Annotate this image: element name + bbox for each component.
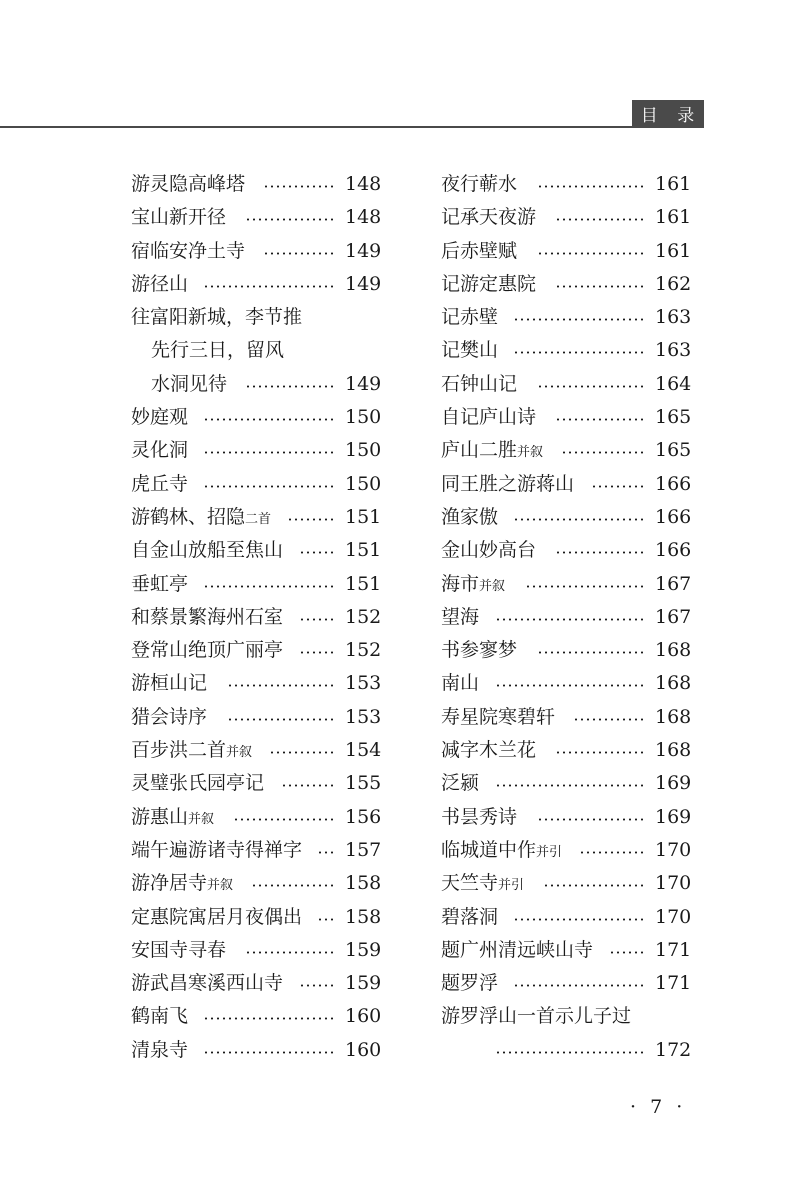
- toc-page-number: 157: [345, 838, 382, 861]
- toc-entry-text: 同王胜之游蒋山: [441, 472, 575, 495]
- toc-entry-text: 庐山二胜: [441, 439, 518, 462]
- toc-entry-title: [441, 434, 543, 469]
- toc-entry-text: 猎会诗序: [131, 705, 208, 728]
- toc-leader-dots: [537, 185, 645, 188]
- toc-entry-line: [131, 701, 381, 734]
- toc-leader-dots: [203, 585, 335, 588]
- toc-leader-dots: [227, 718, 335, 721]
- toc-entry-title: [151, 368, 227, 401]
- toc-page-number: 151: [345, 539, 382, 562]
- toc-entry-title: [441, 201, 536, 234]
- toc-entry-text: 和蔡景繁海州石室: [131, 605, 284, 628]
- toc-entry-title: [441, 1000, 631, 1033]
- toc-leader-dots: [513, 318, 645, 321]
- toc-entry-line: [441, 767, 691, 800]
- toc-entry-text: 书昙秀诗: [441, 805, 518, 828]
- toc-entry-text: 记游定惠院: [441, 272, 537, 295]
- toc-page-number: 158: [345, 905, 382, 928]
- toc-entry-title: [131, 501, 271, 536]
- toc-page-number: 169: [655, 805, 692, 828]
- toc-entry-line: [131, 501, 381, 534]
- toc-page-number: 159: [345, 972, 382, 995]
- toc-page-number: 148: [345, 206, 382, 229]
- toc-entry-title: [441, 834, 562, 869]
- toc-page-number: 162: [655, 272, 692, 295]
- toc-entry-line: [441, 967, 691, 1000]
- toc-page-number: 161: [655, 173, 692, 195]
- toc-entry-text: 游武昌寒溪西山寺: [131, 972, 284, 995]
- toc-entry-text: 夜行蕲水: [441, 173, 518, 195]
- toc-leader-dots: [203, 418, 335, 421]
- toc-entry-line: [131, 235, 381, 268]
- toc-entry-line: [441, 568, 691, 601]
- toc-entry-line: [131, 434, 381, 467]
- toc-entry-text: 垂虹亭: [131, 572, 189, 595]
- toc-leader-dots: [495, 784, 645, 787]
- toc-entry-text: 往富阳新城，李节推: [131, 306, 303, 329]
- toc-entry-title: [441, 401, 536, 434]
- toc-leader-dots: [245, 385, 335, 388]
- toc-entry-text: 游鹤林、招隐: [131, 505, 246, 528]
- toc-entry-text: 书参寥梦: [441, 639, 518, 662]
- toc-leader-dots: [591, 485, 645, 488]
- toc-leader-dots: [245, 951, 335, 954]
- section-header-tab: [632, 100, 704, 127]
- toc-leader-dots: [263, 185, 335, 188]
- toc-entry-title: [441, 468, 574, 501]
- toc-entry-text: 题广州清远峡山寺: [441, 938, 594, 961]
- toc-entry-line: [441, 734, 691, 767]
- toc-entry-text: 登常山绝顶广丽亭: [131, 639, 284, 662]
- toc-entry-title: [441, 801, 517, 834]
- toc-page-number: 165: [655, 439, 692, 462]
- toc-entry-title: [131, 534, 283, 567]
- toc-right-column: [441, 168, 691, 1067]
- toc-page-number: 152: [345, 639, 382, 662]
- toc-entry-title: [131, 434, 188, 467]
- toc-entry-text: 清泉寺: [131, 1038, 189, 1061]
- toc-entry-line: [131, 901, 381, 934]
- toc-entry-text: 临城道中作: [441, 838, 537, 861]
- toc-entry-title: [131, 667, 207, 700]
- toc-entry-line: [131, 368, 381, 401]
- toc-leader-dots: [281, 784, 335, 787]
- toc-leader-dots: [251, 884, 335, 887]
- toc-entry-title: [441, 168, 517, 201]
- toc-entry-line: [441, 368, 691, 401]
- toc-entry-title: [441, 368, 517, 401]
- toc-entry-title: [131, 568, 188, 601]
- toc-entry-text: 宿临安净土寺: [131, 239, 246, 262]
- toc-entry-title: [131, 967, 283, 1000]
- toc-page-number: 171: [655, 972, 692, 995]
- toc-leader-dots: [579, 851, 645, 854]
- toc-entry-title: [441, 268, 536, 301]
- toc-entry-text: 记赤壁: [441, 306, 499, 329]
- toc-entry-text: 游灵隐高峰塔: [131, 173, 246, 195]
- toc-entry-text: 题罗浮: [441, 972, 499, 995]
- toc-entry-line: [131, 334, 381, 367]
- toc-entry-title: [131, 867, 233, 902]
- toc-left-column: [131, 168, 381, 1067]
- toc-entry-line: [441, 268, 691, 301]
- toc-leader-dots: [555, 751, 645, 754]
- toc-entry-line: [441, 434, 691, 467]
- toc-entry-text: 记樊山: [441, 339, 499, 362]
- toc-entry-line: [441, 334, 691, 367]
- toc-page-number: 170: [655, 838, 692, 861]
- toc-entry-title: [441, 301, 498, 334]
- toc-leader-dots: [299, 618, 335, 621]
- toc-page-number: 167: [655, 572, 692, 595]
- toc-entry-line: [441, 901, 691, 934]
- toc-page-number: 166: [655, 472, 692, 495]
- toc-page-number: 149: [345, 372, 382, 395]
- header-rule: [0, 126, 704, 128]
- toc-leader-dots: [299, 551, 335, 554]
- toc-entry-line: [131, 834, 381, 867]
- toc-entry-line: [441, 1000, 691, 1033]
- toc-page-number: 161: [655, 239, 692, 262]
- toc-entry-title: [131, 801, 214, 836]
- toc-leader-dots: [269, 751, 335, 754]
- toc-leader-dots: [543, 884, 645, 887]
- toc-entry-line: [131, 568, 381, 601]
- toc-entry-line: [131, 734, 381, 767]
- toc-entry-line: [131, 268, 381, 301]
- toc-entry-title: [441, 501, 498, 534]
- toc-entry-line: [131, 534, 381, 567]
- toc-entry-line: [131, 1034, 381, 1067]
- toc-entry-text: 灵璧张氏园亭记: [131, 772, 265, 795]
- section-header-label: 目 录: [640, 106, 702, 126]
- toc-leader-dots: [609, 951, 645, 954]
- toc-page-number: 168: [655, 672, 692, 695]
- toc-entry-text: 渔家傲: [441, 505, 499, 528]
- toc-leader-dots: [203, 451, 335, 454]
- toc-entry-title: [441, 967, 498, 1000]
- toc-entry-note: 并引: [536, 844, 563, 860]
- toc-leader-dots: [263, 252, 335, 255]
- toc-entry-text: 游净居寺: [131, 872, 208, 895]
- toc-entry-line: [131, 934, 381, 967]
- toc-entry-note: 并叙: [207, 878, 234, 894]
- toc-page-number: 172: [655, 1038, 692, 1061]
- toc-entry-text: 海市: [441, 572, 480, 595]
- toc-leader-dots: [555, 285, 645, 288]
- toc-entry-title: [441, 568, 505, 603]
- toc-entry-text: 泛颍: [441, 772, 480, 795]
- toc-entry-title: [441, 767, 479, 800]
- toc-leader-dots: [299, 651, 335, 654]
- toc-entry-title: [441, 901, 498, 934]
- toc-entry-text: 游径山: [131, 272, 189, 295]
- toc-entry-line: [131, 967, 381, 1000]
- toc-page-number: 163: [655, 306, 692, 329]
- toc-leader-dots: [317, 851, 335, 854]
- toc-entry-text: 碧落洞: [441, 905, 499, 928]
- toc-entry-title: [131, 1000, 188, 1033]
- toc-entry-title: [441, 667, 479, 700]
- toc-entry-title: [131, 301, 302, 334]
- toc-entry-note: 并叙: [517, 445, 544, 461]
- toc-entry-text: 天竺寺: [441, 872, 499, 895]
- toc-entry-text: 记承天夜游: [441, 206, 537, 229]
- toc-leader-dots: [287, 518, 335, 521]
- toc-entry-text: 寿星院寒碧轩: [441, 705, 556, 728]
- toc-entry-line: [131, 667, 381, 700]
- toc-entry-line: [441, 301, 691, 334]
- toc-entry-title: [131, 401, 188, 434]
- toc-leader-dots: [299, 984, 335, 987]
- toc-page-number: 153: [345, 705, 382, 728]
- toc-entry-title: [131, 235, 245, 268]
- toc-leader-dots: [537, 385, 645, 388]
- toc-page-number: 151: [345, 572, 382, 595]
- toc-page-number: 168: [655, 639, 692, 662]
- toc-page-number: 168: [655, 739, 692, 762]
- page-number: · 7 ·: [630, 1096, 687, 1118]
- toc-page-number: 160: [345, 1038, 382, 1061]
- toc-entry-line: [131, 1000, 381, 1033]
- toc-leader-dots: [513, 518, 645, 521]
- toc-entry-line: [441, 701, 691, 734]
- toc-page-number: 164: [655, 372, 692, 395]
- toc-entry-title: [441, 701, 555, 734]
- toc-entry-text: 金山妙高台: [441, 539, 537, 562]
- toc-leader-dots: [537, 651, 645, 654]
- toc-entry-line: [131, 767, 381, 800]
- toc-page-number: 167: [655, 605, 692, 628]
- toc-entry-title: [131, 268, 188, 301]
- toc-entry-text: 妙庭观: [131, 406, 189, 429]
- toc-entry-title: [131, 168, 245, 201]
- toc-entry-text: 定惠院寓居月夜偶出: [131, 905, 303, 928]
- toc-entry-title: [131, 468, 188, 501]
- toc-entry-text: 先行三日，留风: [151, 339, 285, 362]
- toc-page-number: 150: [345, 439, 382, 462]
- toc-entry-text: 后赤壁赋: [441, 239, 518, 262]
- toc-entry-title: [441, 334, 498, 367]
- toc-entry-line: [131, 601, 381, 634]
- toc-page-number: 160: [345, 1005, 382, 1028]
- toc-entry-note: 二首: [245, 511, 272, 527]
- toc-entry-title: [151, 334, 284, 367]
- toc-entry-text: 水洞见待: [151, 372, 228, 395]
- toc-entry-line: [131, 801, 381, 834]
- toc-entry-line: [441, 601, 691, 634]
- toc-leader-dots: [495, 1051, 645, 1054]
- toc-entry-line: [441, 235, 691, 268]
- toc-page-number: 150: [345, 472, 382, 495]
- toc-entry-text: 端午遍游诸寺得禅字: [131, 838, 303, 861]
- toc-entry-line: [441, 667, 691, 700]
- toc-leader-dots: [537, 818, 645, 821]
- toc-leader-dots: [495, 684, 645, 687]
- toc-entry-line: [441, 168, 691, 201]
- toc-entry-title: [441, 235, 517, 268]
- toc-entry-title: [131, 734, 252, 769]
- toc-entry-note: 并引: [498, 878, 525, 894]
- toc-entry-title: [441, 534, 536, 567]
- toc-entry-text: 减字木兰花: [441, 739, 537, 762]
- toc-page-number: 159: [345, 938, 382, 961]
- toc-entry-text: 南山: [441, 672, 480, 695]
- toc-entry-title: [131, 901, 302, 934]
- toc-leader-dots: [555, 551, 645, 554]
- toc-leader-dots: [513, 918, 645, 921]
- toc-page-number: 150: [345, 406, 382, 429]
- toc-leader-dots: [573, 718, 645, 721]
- toc-entry-title: [131, 934, 226, 967]
- toc-leader-dots: [495, 618, 645, 621]
- toc-page-number: 149: [345, 272, 382, 295]
- toc-entry-line: [131, 201, 381, 234]
- toc-page-number: 153: [345, 672, 382, 695]
- toc-entry-title: [131, 701, 207, 734]
- toc-page-number: 154: [345, 739, 382, 762]
- toc-entry-note: 并叙: [226, 745, 253, 761]
- toc-leader-dots: [227, 684, 335, 687]
- toc-entry-line: [441, 834, 691, 867]
- toc-leader-dots: [561, 451, 645, 454]
- toc-entry-line: [441, 867, 691, 900]
- toc-entry-text: 百步洪二首: [131, 739, 227, 762]
- toc-page-number: 166: [655, 505, 692, 528]
- toc-entry-line: [441, 934, 691, 967]
- toc-entry-line: [131, 168, 381, 201]
- toc-page-number: 158: [345, 872, 382, 895]
- toc-leader-dots: [555, 418, 645, 421]
- toc-leader-dots: [245, 218, 335, 221]
- toc-page-number: 156: [345, 805, 382, 828]
- toc-entry-line: [441, 401, 691, 434]
- toc-entry-text: 游桓山记: [131, 672, 208, 695]
- toc-entry-line: [441, 534, 691, 567]
- toc-entry-line: [441, 801, 691, 834]
- toc-entry-line: [131, 301, 381, 334]
- toc-entry-line: [441, 468, 691, 501]
- toc-leader-dots: [203, 1017, 335, 1020]
- toc-entry-title: [441, 601, 479, 634]
- toc-entry-title: [441, 634, 517, 667]
- toc-leader-dots: [317, 918, 335, 921]
- toc-entry-note: 并叙: [479, 578, 506, 594]
- toc-entry-text: 望海: [441, 605, 480, 628]
- toc-leader-dots: [525, 585, 645, 588]
- toc-entry-text: 自记庐山诗: [441, 406, 537, 429]
- toc-page-number: 169: [655, 772, 692, 795]
- toc-leader-dots: [233, 818, 335, 821]
- toc-page-number: 171: [655, 938, 692, 961]
- toc-entry-title: [131, 834, 302, 867]
- toc-entry-line: [441, 1034, 691, 1067]
- toc-entry-line: [441, 201, 691, 234]
- toc-leader-dots: [513, 984, 645, 987]
- toc-page-number: 151: [345, 505, 382, 528]
- toc-entry-title: [441, 867, 524, 902]
- toc-entry-title: [131, 201, 226, 234]
- toc-entry-title: [131, 601, 283, 634]
- toc-entry-text: 游罗浮山一首示儿子过: [441, 1005, 632, 1028]
- toc-page-number: 170: [655, 905, 692, 928]
- toc-page-number: 163: [655, 339, 692, 362]
- toc-entry-text: 自金山放船至焦山: [131, 539, 284, 562]
- toc-entry-text: 游惠山: [131, 805, 189, 828]
- toc-entry-title: [131, 767, 264, 800]
- toc-entry-text: 灵化洞: [131, 439, 189, 462]
- toc-entry-text: 鹤南飞: [131, 1005, 189, 1028]
- toc-entry-line: [131, 867, 381, 900]
- toc-entry-text: 虎丘寺: [131, 472, 189, 495]
- toc-page-number: 166: [655, 539, 692, 562]
- toc-page-number: 168: [655, 705, 692, 728]
- toc-entry-title: [441, 934, 593, 967]
- toc-entry-title: [131, 1034, 188, 1067]
- toc-page-number: 148: [345, 173, 382, 195]
- toc-leader-dots: [203, 1051, 335, 1054]
- toc-entry-title: [441, 734, 536, 767]
- toc-leader-dots: [537, 252, 645, 255]
- toc-page-number: 170: [655, 872, 692, 895]
- toc-leader-dots: [203, 485, 335, 488]
- toc-entry-title: [131, 634, 283, 667]
- toc-page-number: 152: [345, 605, 382, 628]
- toc-leader-dots: [513, 351, 645, 354]
- toc-entry-line: [441, 501, 691, 534]
- toc-leader-dots: [203, 285, 335, 288]
- toc-page-number: 155: [345, 772, 382, 795]
- toc-entry-text: 宝山新开径: [131, 206, 227, 229]
- toc-page-number: 149: [345, 239, 382, 262]
- toc-entry-line: [131, 468, 381, 501]
- toc-entry-line: [131, 401, 381, 434]
- toc-entry-note: 并叙: [188, 811, 215, 827]
- toc-page-number: 165: [655, 406, 692, 429]
- toc-entry-text: 石钟山记: [441, 372, 518, 395]
- toc-entry-text: 安国寺寻春: [131, 938, 227, 961]
- toc-entry-line: [441, 634, 691, 667]
- toc-entry-line: [131, 634, 381, 667]
- toc-leader-dots: [555, 218, 645, 221]
- toc-page-number: 161: [655, 206, 692, 229]
